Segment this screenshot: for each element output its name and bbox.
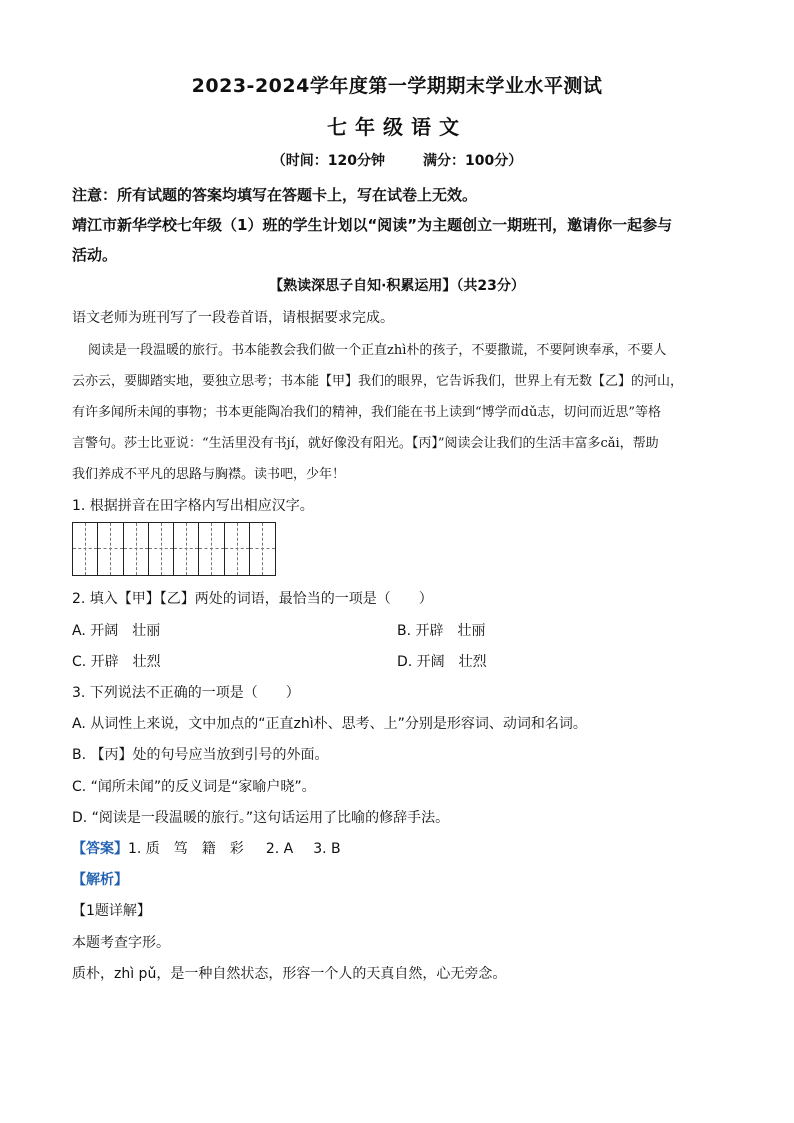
grid-cell[interactable] [149, 523, 174, 575]
instruction-text: 语文老师为班刊写了一段卷首语，请根据要求完成。 [72, 310, 394, 326]
answer-q2: 2. A [265, 841, 294, 857]
time-limit: （时间：120分钟 [271, 153, 385, 169]
tianzige-grid[interactable] [72, 522, 276, 576]
question-2: 2. 填入【甲】【乙】两处的词语，最恰当的一项是（ ） [72, 591, 433, 607]
passage-line-1: 阅读是一段温暖的旅行。书本能教会我们做一个正直zhì朴的孩子，不要撒谎，不要阿谀奉承，不要人 [88, 343, 667, 358]
grid-cell[interactable] [98, 523, 123, 575]
question-1: 1. 根据拼音在田字格内写出相应汉字。 [72, 498, 314, 514]
q2-option-c[interactable]: C. 开辟 壮烈 [72, 654, 161, 670]
grid-cell[interactable] [174, 523, 199, 575]
q3-option-c[interactable]: C. “闻所未闻”的反义词是“家喻户晓”。 [72, 779, 316, 795]
intro-line-2: 活动。 [72, 246, 118, 264]
exam-meta [0, 150, 794, 170]
notice-text: 注意：所有试题的答案均填写在答题卡上，写在试卷上无效。 [72, 186, 478, 204]
grid-cell[interactable] [250, 523, 275, 575]
analysis-line-1: 本题考查字形。 [72, 935, 170, 951]
intro-line-1: 靖江市新华学校七年级（1）班的学生计划以“阅读”为主题创立一期班刊，邀请你一起参与 [72, 216, 673, 234]
subject-title: 七年级语文 [327, 115, 467, 139]
analysis-label: 【解析】 [72, 872, 128, 888]
detail-label: 【1题详解】 [72, 903, 151, 919]
q3-option-a[interactable]: A. 从词性上来说，文中加点的“正直zhì朴、思考、上”分别是形容词、动词和名词。 [72, 716, 587, 732]
full-score: 满分：100分） [423, 153, 523, 169]
answer-line [72, 838, 341, 858]
grid-cell[interactable] [225, 523, 250, 575]
grid-cell[interactable] [73, 523, 98, 575]
grid-cell[interactable] [199, 523, 224, 575]
passage-line-3: 有许多闻所未闻的事物；书本更能陶冶我们的精神，我们能在书上读到“博学而dǔ志，切问而近思”等格 [72, 405, 661, 420]
passage-line-5: 我们养成不平凡的思路与胸襟。读书吧，少年！ [72, 467, 346, 482]
question-3: 3. 下列说法不正确的一项是（ ） [72, 685, 300, 701]
q3-option-d[interactable]: D. “阅读是一段温暖的旅行。”这句话运用了比喻的修辞手法。 [72, 810, 450, 826]
answer-q3: 3. B [313, 841, 341, 857]
grid-cell[interactable] [124, 523, 149, 575]
answer-label: 【答案】 [72, 841, 128, 857]
q3-option-b[interactable]: B. 【丙】处的句号应当放到引号的外面。 [72, 747, 329, 763]
passage-line-2: 云亦云，要脚踏实地，要独立思考；书本能【甲】我们的眼界，它告诉我们，世界上有无数【乙】的河山， [72, 374, 684, 389]
answer-q1: 1. 质 笃 籍 彩 [128, 841, 244, 857]
q2-option-b[interactable]: B. 开辟 壮丽 [397, 623, 486, 639]
passage-line-4: 言警句。莎士比亚说：“生活里没有书jí，就好像没有阳光。【丙】”阅读会让我们的生活丰富多cǎi，帮助 [72, 436, 659, 451]
exam-title: 2023-2024学年度第一学期期末学业水平测试 [191, 75, 603, 97]
analysis-line-2: 质朴，zhì pǔ，是一种自然状态，形容一个人的天真自然，心无旁念。 [72, 966, 507, 982]
section-title: 【熟读深思子自知·积累运用】（共23分） [269, 278, 525, 294]
q2-option-a[interactable]: A. 开阔 壮丽 [72, 623, 161, 639]
q2-option-d[interactable]: D. 开阔 壮烈 [397, 654, 487, 670]
